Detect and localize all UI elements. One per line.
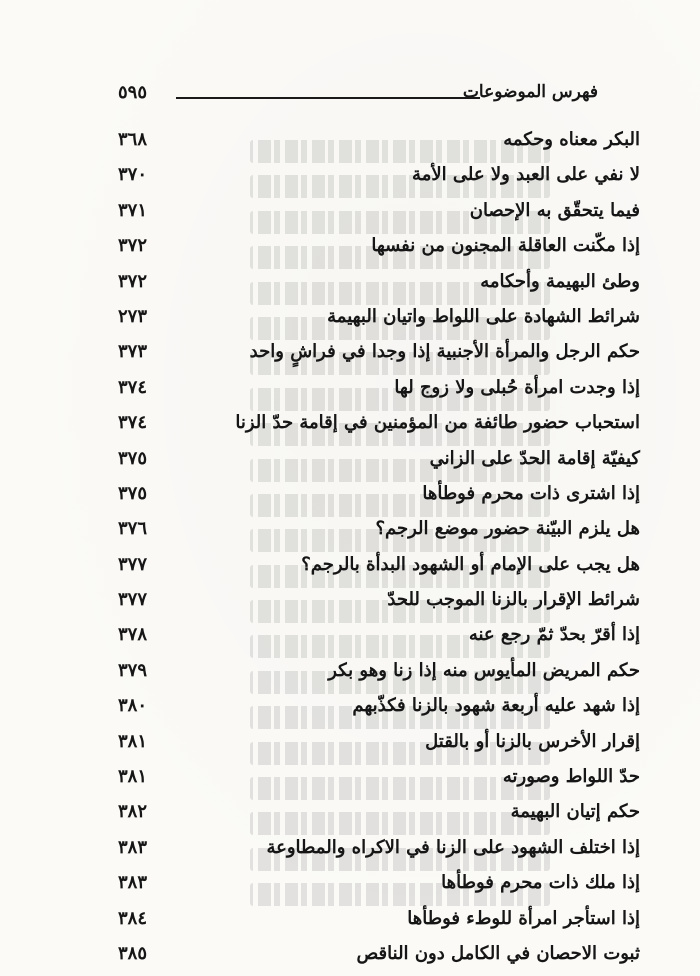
entry-title: إذا اشترى ذات محرم فوطأها [422,482,640,504]
entry-page-number: ٣٧٣ [118,341,148,363]
entry-page-number: ٣٧٤ [118,376,148,398]
index-entry [118,547,640,582]
entry-page-number: ٣٧٠ [118,164,148,186]
entry-page-number: ٢٧٣ [118,305,148,327]
index-entry [118,476,640,511]
index-entry [118,936,640,971]
entry-page-number: ٣٨٥ [118,942,148,964]
entry-title: حكم المريض المأيوس منه إذا زنا وهو بكر [328,659,640,681]
index-entry [118,582,640,617]
entry-page-number: ٣٨٢ [118,801,148,823]
index-entry [118,653,640,688]
entry-page-number: ٣٨١ [118,730,148,752]
entry-page-number: ٣٨٣ [118,872,148,894]
running-header [118,78,598,112]
entry-title: لا نفي على العبد ولا على الأمة [412,164,640,186]
entry-title: استحباب حضور طائفة من المؤمنين في إقامة حدّ الزنا [235,412,640,434]
entry-page-number: ٣٨١ [118,766,148,788]
index-entry [118,334,640,369]
index-entry [118,405,640,440]
entry-title: إذا وجدت امرأة حُبلى ولا زوج لها [394,376,640,398]
entry-title: شرائط الشهادة على اللواط واتيان البهيمة [327,305,640,327]
index-entry [118,441,640,476]
entry-title: إذا استأجر امرأة للوطء فوطأها [407,907,640,929]
index-entry [118,193,640,228]
entry-page-number: ٣٧٥ [118,447,148,469]
entry-page-number: ٣٦٨ [118,129,148,150]
header-title: فهرس الموضوعات [462,82,598,102]
index-entry [118,688,640,723]
entry-title: شرائط الإقرار بالزنا الموجب للحدّ [387,589,640,611]
index-entry [118,122,640,157]
entry-title: البكر معناه وحكمه [503,129,640,150]
entry-title: إذا أقرّ بحدّ ثمّ رجع عنه [468,624,640,646]
index-entries [118,122,640,971]
entry-title: حكم الرجل والمرأة الأجنبية إذا وجدا في فراشٍ واحد [249,341,640,363]
entry-title: هل يجب على الإمام أو الشهود البدأة بالرجم؟ [301,553,640,575]
entry-title: حدّ اللواط وصورته [502,766,640,788]
index-entry [118,617,640,652]
entry-title: إذا مكّنت العاقلة المجنون من نفسها [371,235,640,257]
index-entry [118,228,640,263]
entry-title: فيما يتحقّق به الإحصان [469,199,640,221]
entry-page-number: ٣٧١ [118,199,148,221]
index-entry [118,157,640,192]
entry-page-number: ٣٨٣ [118,836,148,858]
index-entry [118,794,640,829]
entry-page-number: ٣٧٨ [118,624,148,646]
entry-title: إقرار الأخرس بالزنا أو بالقتل [425,730,640,752]
entry-page-number: ٣٧٩ [118,659,148,681]
entry-page-number: ٣٧٤ [118,412,148,434]
entry-title: وطئ البهيمة وأحكامه [480,270,640,292]
entry-title: هل يلزم البيّنة حضور موضع الرجم؟ [375,518,640,540]
entry-title: كيفيّة إقامة الحدّ على الزاني [429,447,640,469]
index-entry [118,865,640,900]
entry-page-number: ٣٨٤ [118,907,148,929]
index-entry [118,759,640,794]
header-page-number: ٥٩٥ [118,82,148,103]
index-entry [118,901,640,936]
index-entry [118,370,640,405]
entry-page-number: ٣٧٧ [118,553,148,575]
entry-title: إذا شهد عليه أربعة شهود بالزنا فكذّبهم [352,695,640,717]
entry-page-number: ٣٧٧ [118,589,148,611]
entry-page-number: ٣٨٠ [118,695,148,717]
entry-title: حكم إتيان البهيمة [510,801,640,823]
entry-title: إذا ملك ذات محرم فوطأها [441,872,640,894]
entry-page-number: ٣٧٢ [118,270,148,292]
entry-page-number: ٣٧٥ [118,482,148,504]
entry-title: ثبوت الاحصان في الكامل دون الناقص [356,942,640,964]
index-entry [118,299,640,334]
index-entry [118,830,640,865]
index-entry [118,511,640,546]
index-entry [118,264,640,299]
header-rule [176,97,480,99]
entry-page-number: ٣٧٢ [118,235,148,257]
entry-page-number: ٣٧٦ [118,518,148,540]
entry-title: إذا اختلف الشهود على الزنا في الاكراه والمطاوعة [266,836,640,858]
index-entry [118,724,640,759]
